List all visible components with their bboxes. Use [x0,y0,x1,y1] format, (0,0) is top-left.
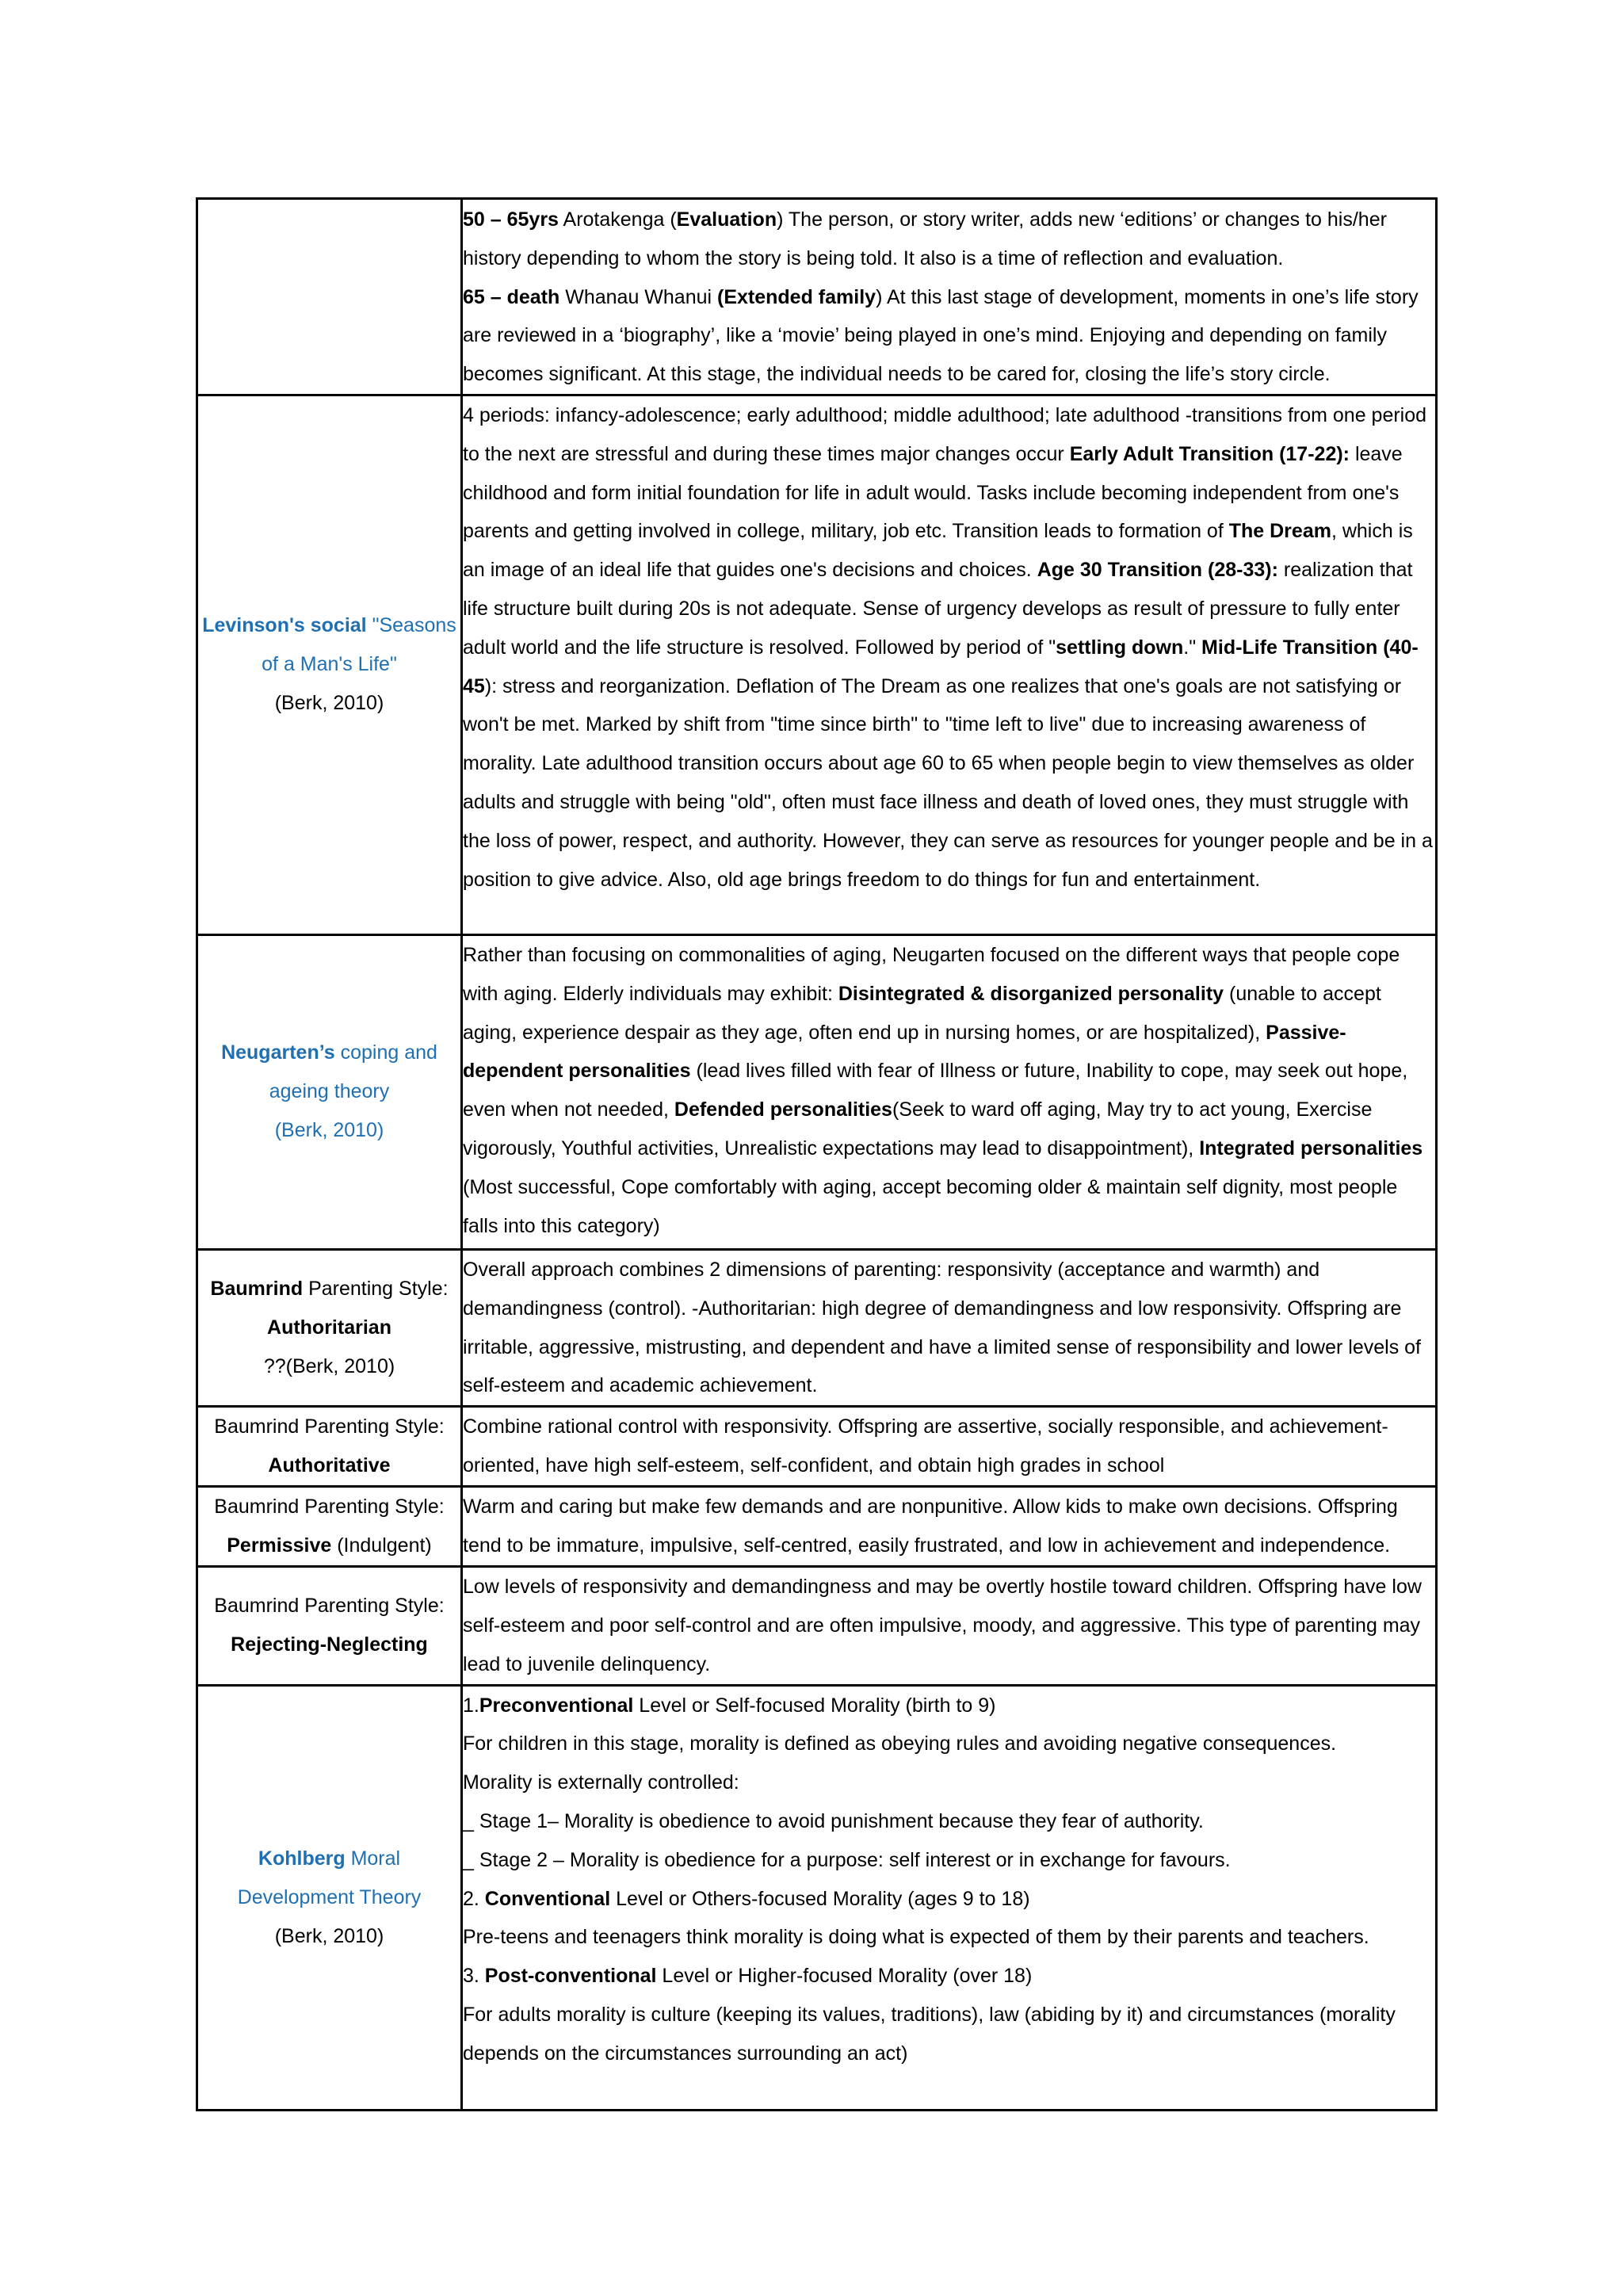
style-name: Permissive [227,1534,332,1557]
row-label-cell [197,1249,462,1406]
para: 2. Conventional Level or Others-focused Morality (ages 9 to 18) [463,1887,1030,1910]
row-label-cell [197,1407,462,1487]
bold-term: Defended personalities [674,1098,892,1121]
row-content-cell [462,1487,1437,1567]
style-alt: (Indulgent) [331,1534,432,1557]
bold-term: 65 – death [463,285,560,308]
table-row [197,1407,1437,1487]
bold-term: 50 – 65yrs [463,208,559,231]
style-label: Parenting Style: [303,1278,449,1301]
bold-term: Integrated personalities [1199,1137,1423,1159]
theory-title: "Seasons of a Man's Life" [262,614,456,676]
content-table [196,197,1438,2111]
row-label-cell [197,1487,462,1567]
bold-term: Evaluation [676,208,777,231]
citation: ??(Berk, 2010) [263,1355,395,1378]
theory-name: Kohlberg [258,1847,346,1870]
bold-term: Passive-dependent personalities [463,1021,1346,1083]
row-label-cell [197,934,462,1249]
para: 65 – death Whanau Whanui (Extended family) At this last stage of development, moments in one’s life story are reviewed in a ‘biography’, like a ‘movie’ being played in one’s mind. Enjoying and depending on family becomes significant. At this stage, the individual needs to be cared for, closing the life’s story circle. [463,285,1419,386]
para: Pre-teens and teenagers think morality is doing what is expected of them by their parents and teachers. [463,1926,1369,1949]
para: Warm and caring but make few demands and are nonpunitive. Allow kids to make own decisions. Offspring tend to be immature, impulsive, self-centred, easily frustrated, and low in achievement and independence. [463,1496,1398,1557]
row-content-cell [462,934,1437,1249]
para: Rather than focusing on commonalities of aging, Neugarten focused on the different ways that people cope with aging. Elderly individuals may exhibit: Disintegrated & disorganized personality (unable to accept aging, experience despair as they age, often end up in nursing homes, or are hospitalized), Passive-dependent personalities (lead lives filled with fear of Illness or future, Inability to cope, may seek out hope, even when not needed, Defended personalities(Seek to ward off aging, May try to act young, Exercise vigorously, Youthful activities, Unrealistic expectations may lead to disappointment), Integrated personalities (Most successful, Cope comfortably with aging, accept becoming older & maintain self dignity, most people falls into this category) [463,943,1423,1237]
bold-term: settling down [1056,636,1184,659]
para: 50 – 65yrs Arotakenga (Evaluation) The person, or story writer, adds new ‘editions’ or changes to his/her history depending to whom the story is being told. It also is a time of reflection and evaluation. [463,208,1387,269]
theory-name: Levinson's social [202,614,367,637]
citation: (Berk, 2010) [274,692,384,715]
table-row [197,1249,1437,1406]
bold-term: Mid-Life Transition (40-45 [463,636,1419,697]
theory-name: Neugarten’s [221,1041,335,1064]
row-label-cell [197,395,462,934]
para: Overall approach combines 2 dimensions of parenting: responsivity (acceptance and warmth) and demandingness (control). -Authoritarian: high degree of demandingness and low responsivity. Offspring are irritable, aggressive, mistrusting, and dependent and have a limited sense of responsibility and lower levels of self-esteem and academic achievement. [463,1258,1421,1397]
para: 3. Post-conventional Level or Higher-focused Morality (over 18) [463,1965,1033,1988]
bold-term: Post-conventional [484,1965,657,1988]
table-row [197,934,1437,1249]
bold-term: Disintegrated & disorganized personality [838,982,1224,1005]
style-name: Rejecting-Neglecting [231,1633,428,1656]
bold-term: Preconventional [479,1694,634,1717]
bold-term: Early Adult Transition (17-22): [1069,442,1350,465]
para: For children in this stage, morality is defined as obeying rules and avoiding negative consequences. [463,1733,1337,1755]
theory-title: Moral Development Theory [237,1847,422,1908]
bold-term: The Dream [1228,520,1331,543]
row-content-cell [462,1249,1437,1406]
row-content-cell [462,199,1437,395]
citation: (Berk, 2010) [274,1924,384,1947]
table-row [197,199,1437,395]
table-row [197,1567,1437,1685]
row-content-cell [462,1685,1437,2110]
table-row [197,1487,1437,1567]
para: _ Stage 2 – Morality is obedience for a purpose: self interest or in exchange for favours. [463,1848,1231,1871]
row-label-cell [197,1685,462,2110]
style-label: Baumrind Parenting Style: [214,1595,445,1618]
table-row [197,1685,1437,2110]
theory-title: coping and ageing theory [269,1041,437,1103]
para: _ Stage 1– Morality is obedience to avoid punishment because they fear of authority. [463,1809,1204,1832]
citation: (Berk, 2010) [274,1119,384,1142]
style-label: Baumrind Parenting Style: [214,1496,445,1519]
bold-term: (Extended family [717,285,876,308]
row-content-cell [462,1407,1437,1487]
row-content-cell [462,1567,1437,1685]
bold-term: Conventional [484,1887,611,1910]
para: 4 periods: infancy-adolescence; early adulthood; middle adulthood; late adulthood -transitions from one period to the next are stressful and during these times major changes occur Early Adult Transition (17-22): leave childhood and form initial foundation for life in adult would. Tasks include becoming independent from one's parents and getting involved in college, military, job etc. Transition leads to formation of The Dream, which is an image of an ideal life that guides one's decisions and choices. Age 30 Transition (28-33): realization that life structure built during 20s is not adequate. Sense of urgency develops as result of pressure to fully enter adult world and the life structure is resolved. Followed by period of "settling down." Mid-Life Transition (40-45): stress and reorganization. Deflation of The Dream as one realizes that one's goals are not satisfying or won't be met. Marked by shift from "time since birth" to "time left to live" due to increasing awareness of morality. Late adulthood transition occurs about age 60 to 65 when people begin to view themselves as older adults and struggle with being "old", often must face illness and death of loved ones, they must struggle with the loss of power, respect, and authority. However, they can serve as resources for younger people and be in a position to give advice. Also, old age brings freedom to do things for fun and entertainment. [463,403,1433,891]
style-name: Authoritarian [267,1316,391,1339]
author-name: Baumrind [210,1278,304,1301]
para: For adults morality is culture (keeping its values, traditions), law (abiding by it) and circumstances (morality depends on the circumstances surrounding an act) [463,2003,1396,2065]
para: Combine rational control with responsivity. Offspring are assertive, socially responsible, and achievement-oriented, have high self-esteem, self-confident, and obtain high grades in school [463,1415,1388,1477]
table-row [197,395,1437,934]
row-label-cell [197,1567,462,1685]
style-label: Baumrind Parenting Style: [214,1415,445,1438]
para: 1.Preconventional Level or Self-focused Morality (birth to 9) [463,1694,996,1717]
para: Morality is externally controlled: [463,1771,739,1794]
style-name: Authoritative [268,1454,391,1477]
row-label-cell [197,199,462,395]
row-content-cell [462,395,1437,934]
para: Low levels of responsivity and demandingness and may be overtly hostile toward children. Offspring have low self-esteem and poor self-control and are often impulsive, moody, and aggressive. This type of parenting may lead to juvenile delinquency. [463,1576,1422,1675]
bold-term: Age 30 Transition (28-33): [1037,559,1278,582]
